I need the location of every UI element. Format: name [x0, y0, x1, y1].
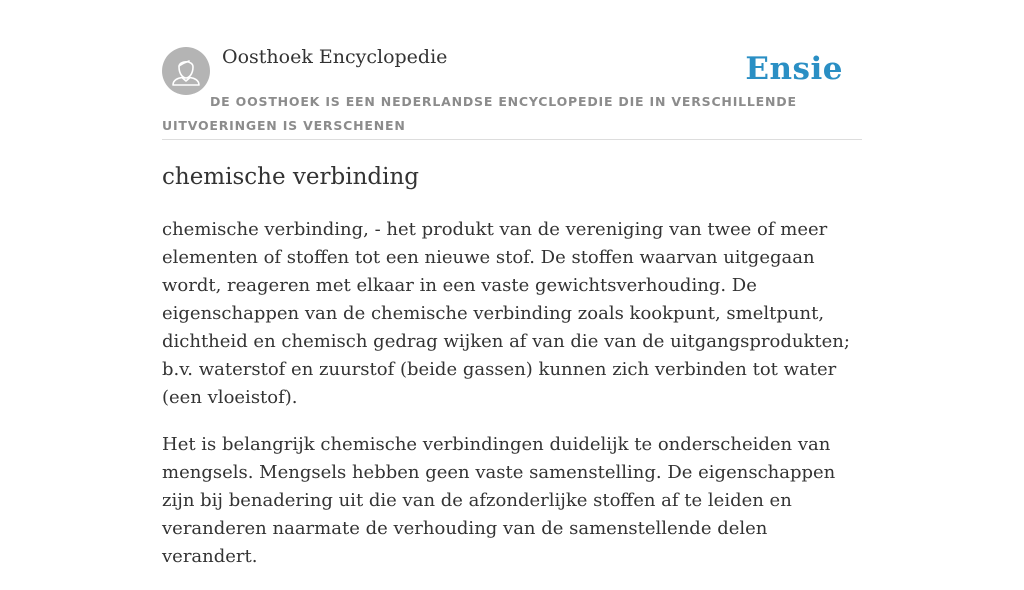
article-body — [162, 216, 862, 590]
site-tagline: DE OOSTHOEK IS EEN NEDERLANDSE ENCYCLOPEDIE DIE IN VERSCHILLENDE UITVOERINGEN IS VERSCHENEN — [162, 94, 797, 133]
article-paragraph: Het is belangrijk chemische verbindingen duidelijk te onderscheiden van mengsels. Mengsels hebben geen vaste samenstelling. De eigenschappen zijn bij benadering uit die van de afzonderlijke stoffen af te leiden en veranderen naarmate de verhouding van de samenstellende delen verandert. — [162, 434, 836, 567]
avatar[interactable] — [162, 47, 210, 95]
article-title: chemische verbinding — [162, 164, 419, 190]
site-header — [162, 0, 862, 140]
ensie-logo[interactable]: Ensie — [745, 51, 843, 87]
page — [162, 0, 862, 567]
user-silhouette-icon — [162, 47, 210, 95]
site-name-link[interactable]: Oosthoek Encyclopedie — [222, 46, 448, 68]
article-paragraph: chemische verbinding, - het produkt van de vereniging van twee of meer elementen of stoffen tot een nieuwe stof. De stoffen waarvan uitgegaan wordt, reageren met elkaar in een vaste gewichtsverhouding. De eigenschappen van de chemische verbinding zoals kookpunt, smeltpunt, dichtheid en chemisch gedrag wijken af van die van de uitgangsprodukten; b.v. waterstof en zuurstof (beide gassen) kunnen zich verbinden tot water (een vloeistof). — [162, 219, 850, 408]
